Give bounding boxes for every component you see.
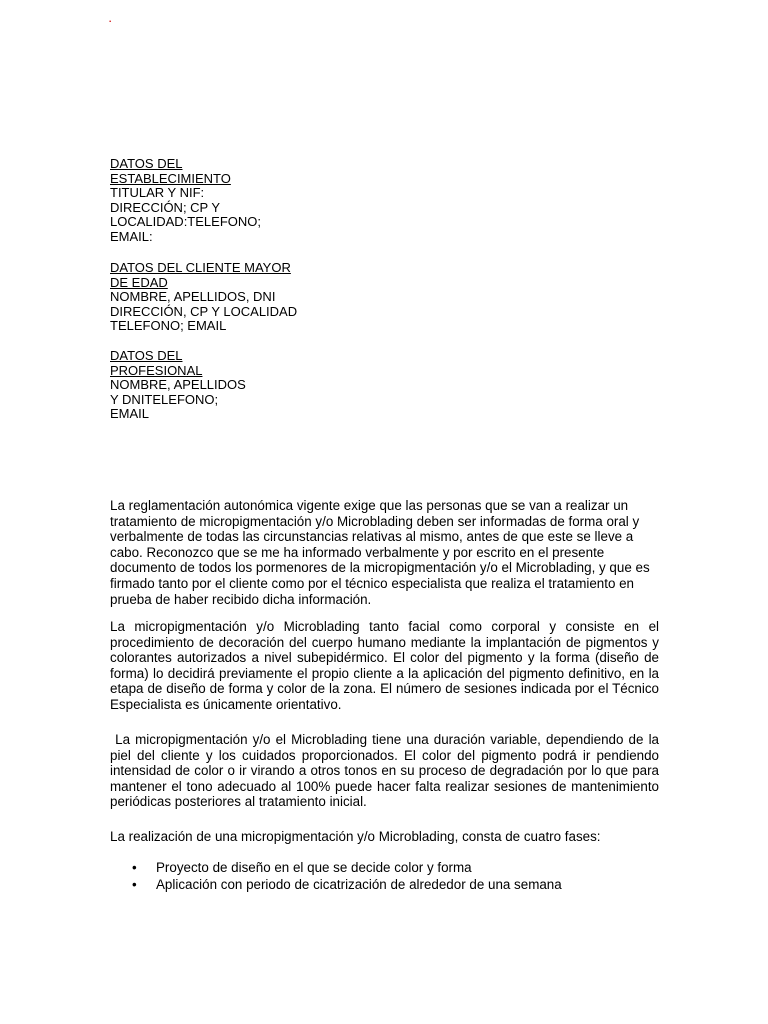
bullet-icon: • — [132, 876, 137, 892]
red-dot-marker: · — [108, 13, 113, 28]
establishment-field-owner: TITULAR Y NIF: — [110, 185, 205, 201]
paragraph-procedure: La micropigmentación y/o Microblading tanto facial como corporal y consiste en el procedimiento de decoración del cuerpo humano mediante la implantación de pigmentos y colorantes autorizados a nivel subepidérmico. El color del pigmento y la forma (diseño de forma) lo decidirá previamente el propio cliente a la aplicación del pigmento definitivo, en la etapa de diseño de forma y color de la zona. El número de sesiones indicada por el Técnico Especialista es únicamente orientativo. — [110, 619, 659, 712]
paragraph-duration: La micropigmentación y/o el Microblading tiene una duración variable, dependiendo de la piel del cliente y los cuidados proporcionados. El color del pigmento podrá ir pendiendo intensidad de color o ir virando a otros tonos en su proceso de degradación por lo que para mantener el tono adecuado al 100% puede hacer falta realizar sesiones de mantenimiento periódicas posteriores al tratamiento inicial. — [110, 732, 663, 810]
list-item-text: Aplicación con periodo de cicatrización de alrededor de una semana — [156, 876, 562, 892]
list-item — [110, 877, 562, 894]
establishment-field-locality-phone: LOCALIDAD:TELEFONO; — [110, 214, 261, 230]
client-heading-line-2: DE EDAD — [110, 274, 168, 290]
professional-field-name: NOMBRE, APELLIDOS — [110, 377, 246, 393]
professional-field-dni-phone: Y DNITELEFONO; — [110, 391, 219, 407]
client-field-address: DIRECCIÓN, CP Y LOCALIDAD — [110, 303, 298, 319]
paragraph-regulation: La reglamentación autonómica vigente exige que las personas que se van a realizar un tratamiento de micropigmentación y/o Microblading deben ser informadas de forma oral y verbalmente de todas las circunstancias relativas al mismo, antes de que este se lleve a cabo. Reconozco que se me ha informado verbalmente y por escrito en el presente documento de todos los pormenores de la micropigmentación y/o el Microblading, y que es firmado tanto por el cliente como por el técnico especialista que realiza el tratamiento en prueba de haber recibido dicha información. — [110, 498, 650, 607]
bullet-icon: • — [132, 860, 137, 875]
professional-heading-line-2: PROFESIONAL — [110, 362, 203, 378]
phases-list — [110, 860, 562, 893]
client-data-block — [110, 261, 297, 334]
establishment-data-block — [110, 157, 261, 245]
establishment-heading-line-1: DATOS DEL — [110, 156, 183, 171]
client-field-name: NOMBRE, APELLIDOS, DNI — [110, 289, 276, 305]
client-heading-line-1: DATOS DEL CLIENTE MAYOR — [110, 260, 291, 275]
list-item-text: Proyecto de diseño en el que se decide color y forma — [156, 860, 472, 875]
professional-heading-line-1: DATOS DEL — [110, 348, 183, 363]
client-field-phone-email: TELEFONO; EMAIL — [110, 318, 227, 334]
establishment-field-email: EMAIL: — [110, 228, 153, 244]
paragraph-phases-intro: La realización de una micropigmentación y/o Microblading, consta de cuatro fases: — [110, 829, 601, 844]
establishment-heading-line-2: ESTABLECIMIENTO — [110, 170, 231, 186]
professional-data-block — [110, 349, 246, 422]
professional-field-email: EMAIL — [110, 406, 150, 422]
list-item — [110, 860, 562, 877]
establishment-field-address: DIRECCIÓN; CP Y — [110, 199, 221, 215]
